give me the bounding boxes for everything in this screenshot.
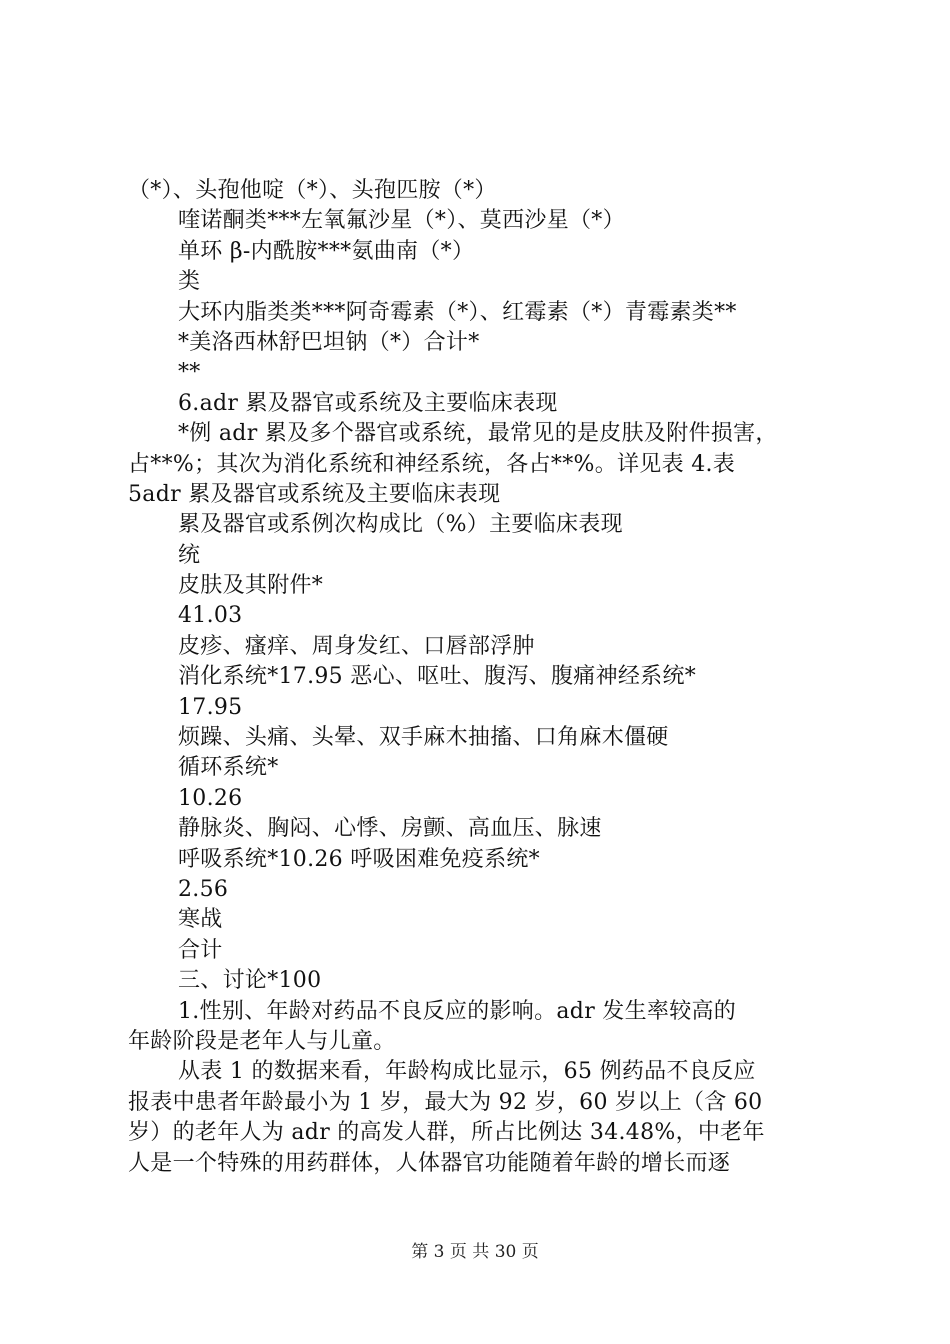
text-line: ** <box>178 360 201 386</box>
text-line: 人是一个特殊的用药群体，人体器官功能随着年龄的增长而逐 <box>128 1150 731 1176</box>
table-cell: 循环系统* <box>178 755 279 781</box>
text-line: 喹诺酮类***左氧氟沙星（*）、莫西沙星（*） <box>178 208 625 234</box>
table-cell: 2.56 <box>178 876 229 902</box>
table-header: 累及器官或系例次构成比（%）主要临床表现 <box>178 512 623 538</box>
text-line: *美洛西林舒巴坦钠（*）合计* <box>178 329 480 355</box>
table-cell: 静脉炎、胸闷、心悸、房颤、高血压、脉速 <box>178 816 602 842</box>
table-cell: 消化系统*17.95 恶心、呕吐、腹泻、腹痛神经系统* <box>178 664 697 690</box>
text-line: 类 <box>178 269 201 295</box>
text-line: （*）、头孢他啶（*）、头孢匹胺（*） <box>128 178 497 203</box>
table-cell: 41.03 <box>178 603 243 629</box>
text-line: *例 adr 累及多个器官或系统，最常见的是皮肤及附件损害， <box>178 421 778 447</box>
table-caption: 5adr 累及器官或系统及主要临床表现 <box>128 481 501 507</box>
text-line: 报表中患者年龄最小为 1 岁，最大为 92 岁，60 岁以上（含 60 <box>128 1089 763 1115</box>
table-cell: 皮肤及其附件* <box>178 573 324 599</box>
table-header: 统 <box>178 542 201 568</box>
section-heading: 6.adr 累及器官或系统及主要临床表现 <box>178 390 558 416</box>
table-cell: 10.26 <box>178 785 243 811</box>
text-line: 占**%；其次为消化系统和神经系统，各占**%。详见表 4.表 <box>128 451 736 477</box>
text-line: 年龄阶段是老年人与儿童。 <box>128 1028 396 1054</box>
table-cell: 烦躁、头痛、头晕、双手麻木抽搐、口角麻木僵硬 <box>178 725 669 751</box>
text-line: 岁）的老年人为 adr 的高发人群，所占比例达 34.48%，中老年 <box>128 1120 765 1146</box>
page-number: 第 3 页 共 30 页 <box>411 1242 539 1262</box>
text-line: 单环 β-内酰胺***氨曲南（*） <box>178 238 475 264</box>
table-cell: 皮疹、瘙痒、周身发红、口唇部浮肿 <box>178 633 535 659</box>
text-line: 大环内脂类类***阿奇霉素（*）、红霉素（*）青霉素类** <box>178 299 737 325</box>
table-cell: 呼吸系统*10.26 呼吸困难免疫系统* <box>178 846 540 872</box>
document-body <box>128 176 833 1179</box>
table-cell: 寒战 <box>178 907 223 933</box>
section-heading: 三、讨论*100 <box>178 968 322 994</box>
table-cell: 17.95 <box>178 694 243 720</box>
text-line: 从表 1 的数据来看，年龄构成比显示，65 例药品不良反应 <box>178 1059 756 1085</box>
text-line: 1.性别、年龄对药品不良反应的影响。adr 发生率较高的 <box>178 998 737 1024</box>
table-cell: 合计 <box>178 937 223 963</box>
